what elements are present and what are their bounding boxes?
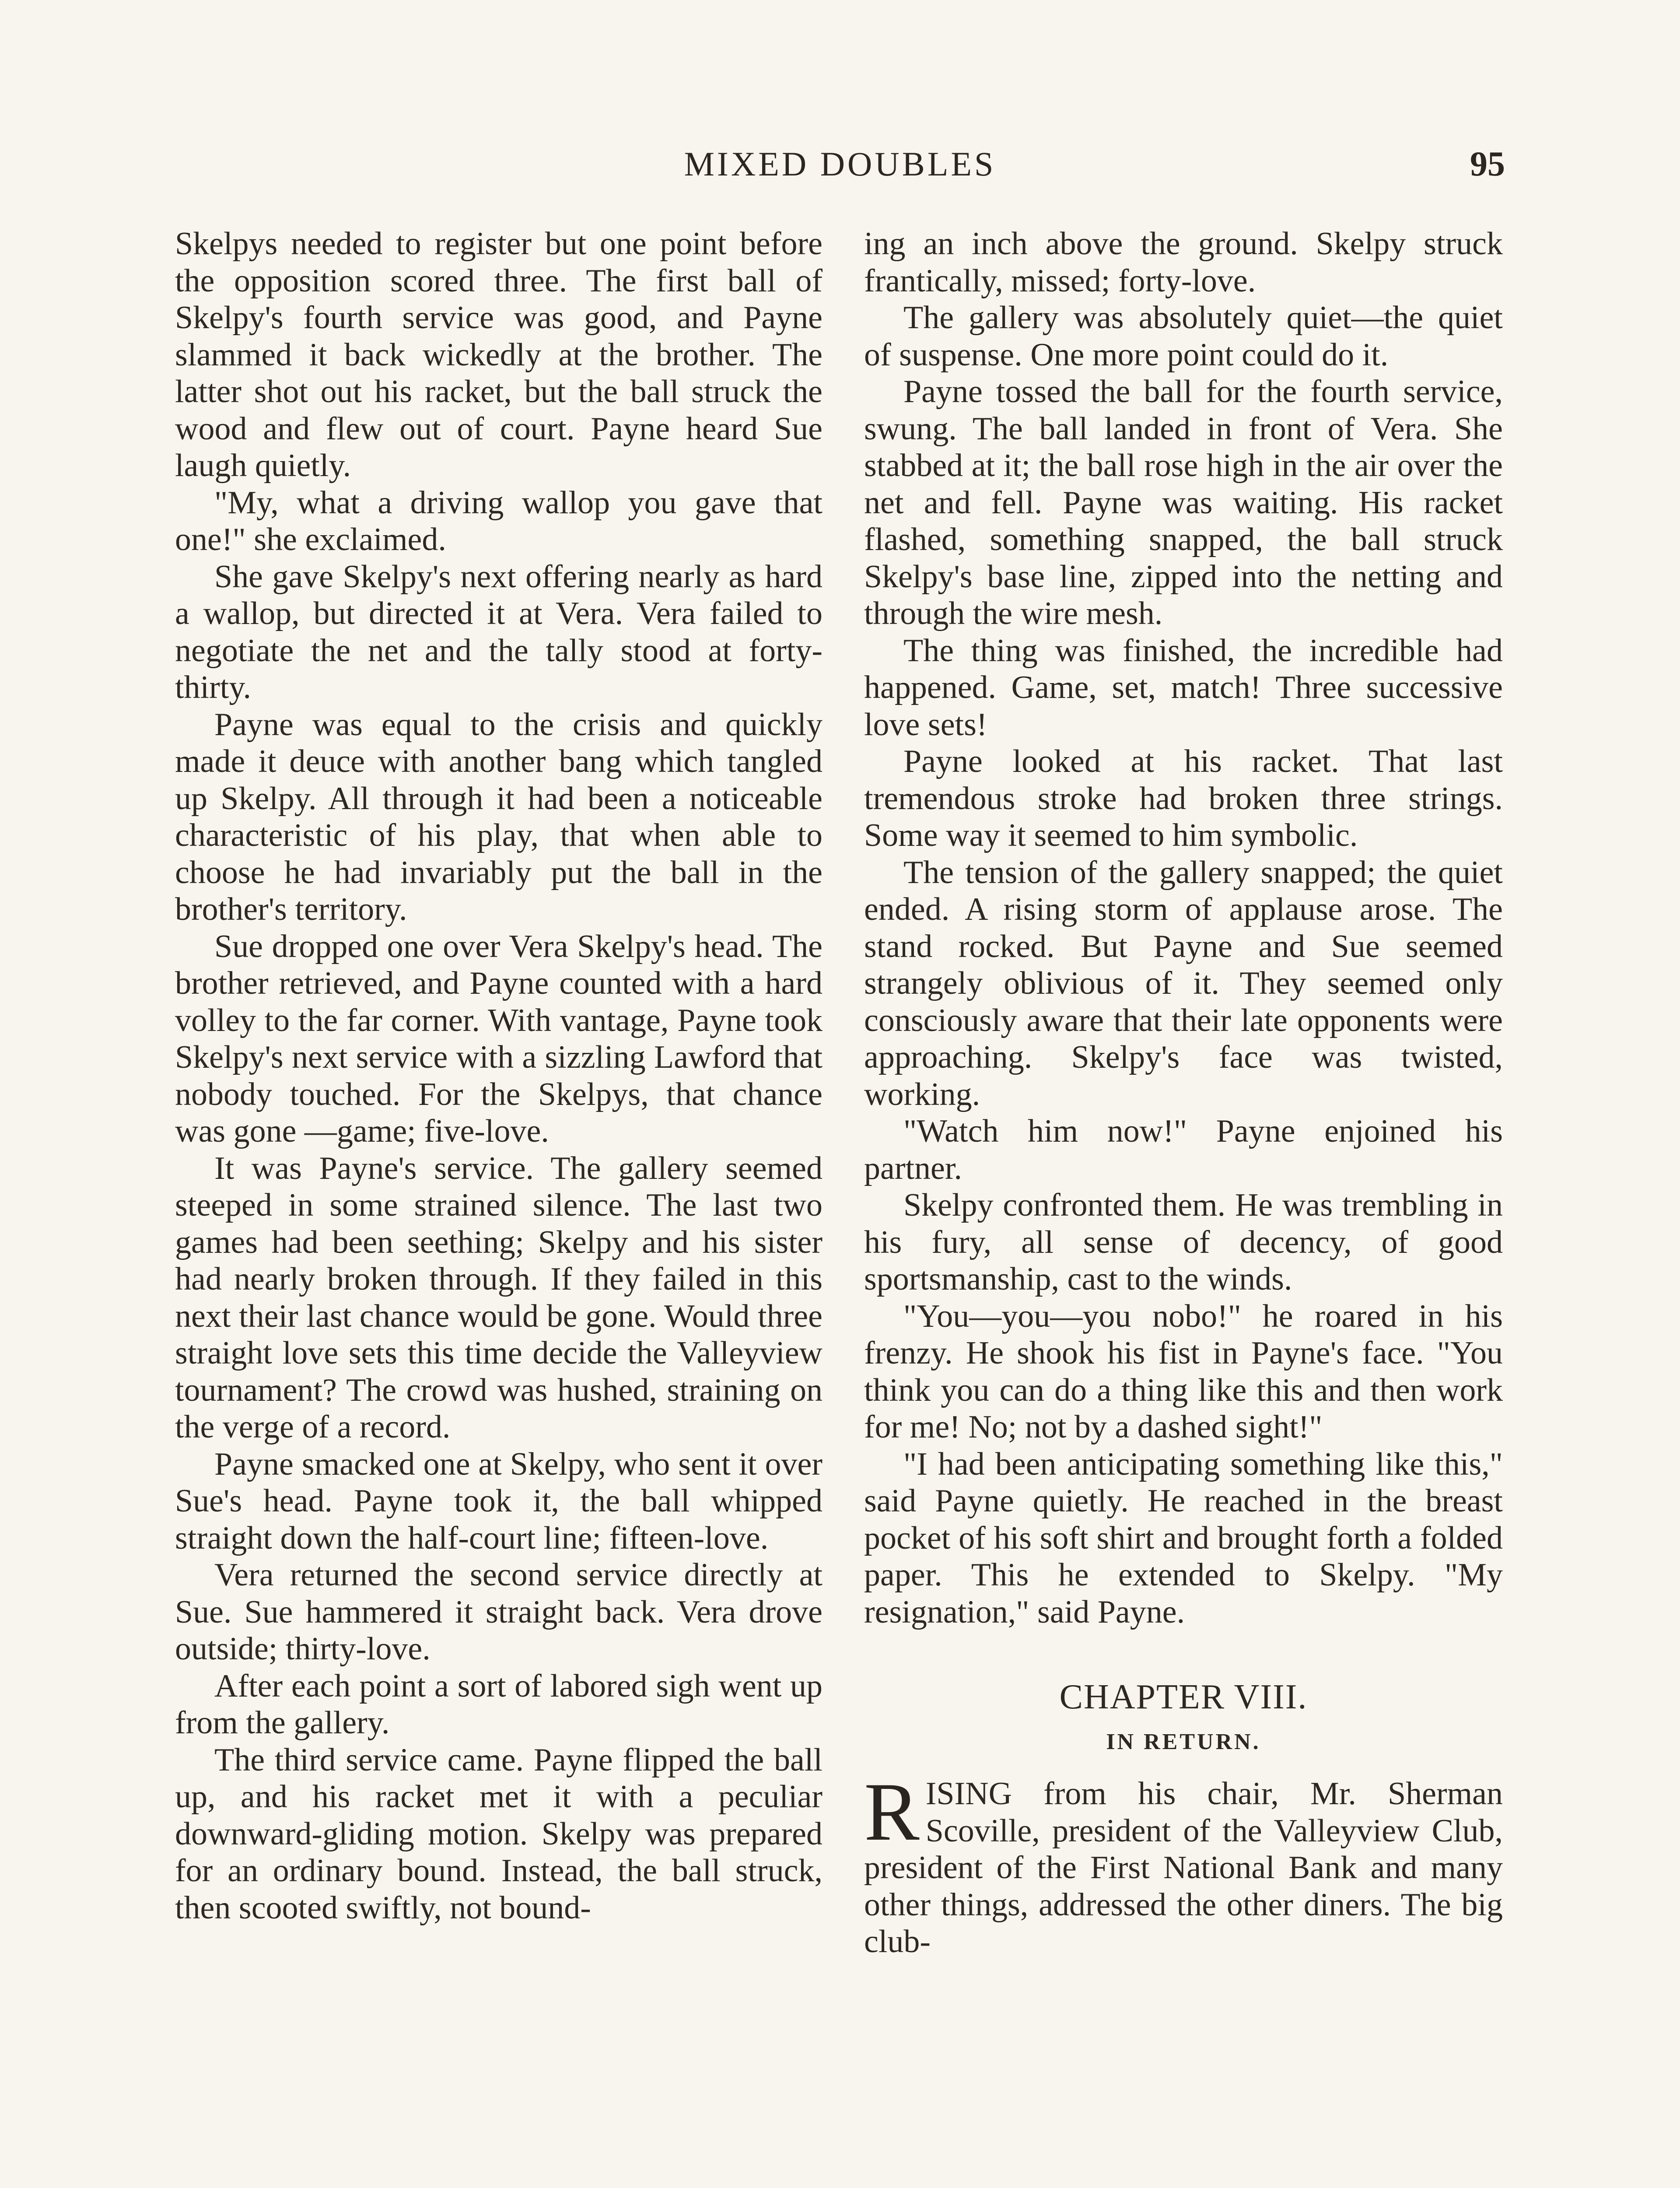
paragraph: "You—you—you nobo!" he roared in his frenzy. He shook his fist in Payne's face. "You think you can do a thing like this and then work for me! No; not by a dashed sight!": [864, 1298, 1503, 1445]
right-column: [864, 225, 1503, 1960]
paragraph: The third service came. Payne flipped the ball up, and his racket met it with a peculiar downward-gliding motion. Skelpy was prepared for an ordinary bound. Instead, the ball struck, then scooted swiftly, not bound-: [175, 1742, 822, 1926]
paragraph: "I had been anticipating something like this," said Payne quietly. He reached in the breast pocket of his soft shirt and brought forth a folded paper. This he extended to Skelpy. "My resignation," said Payne.: [864, 1446, 1503, 1630]
paragraph: Payne looked at his racket. That last tremendous stroke had broken three strings. Some way it seemed to him symbolic.: [864, 743, 1503, 853]
paragraph: It was Payne's service. The gallery seemed steeped in some strained silence. The last two games had been seething; Skelpy and his sister had nearly broken through. If they failed in this next their last chance would be gone. Would three straight love sets this time decide the Valleyview tournament? The crowd was hushed, straining on the verge of a record.: [175, 1150, 822, 1445]
left-column: [175, 225, 822, 1926]
paragraph: The tension of the gallery snapped; the quiet ended. A rising storm of applause arose. The stand rocked. But Payne and Sue seemed strangely oblivious of it. They seemed only consciously aware that their late opponents were approaching. Skelpy's face was twisted, working.: [864, 854, 1503, 1112]
chapter-title: CHAPTER VIII.: [1059, 1678, 1308, 1716]
paragraph: Payne smacked one at Skelpy, who sent it over Sue's head. Payne took it, the ball whipped straight down the half-court line; fifteen-love.: [175, 1446, 822, 1556]
chapter-opening-text: ISING from his chair, Mr. Sherman Scoville, president of the Valleyview Club, president of the First National Bank and many other things, addressed the other diners. The big club-: [864, 1776, 1503, 1960]
running-title: MIXED DOUBLES: [684, 145, 996, 183]
paragraph: Skelpy confronted them. He was trembling in his fury, all sense of decency, of good sportsmanship, cast to the winds.: [864, 1187, 1503, 1297]
page-number: 95: [1470, 145, 1505, 183]
paragraph: She gave Skelpy's next offering nearly as hard a wallop, but directed it at Vera. Vera failed to negotiate the net and the tally stood at forty-thirty.: [175, 558, 822, 705]
paragraph: The thing was finished, the incredible had happened. Game, set, match! Three successive love sets!: [864, 632, 1503, 743]
paragraph: ing an inch above the ground. Skelpy struck frantically, missed; forty-love.: [864, 226, 1503, 299]
paragraph: After each point a sort of labored sigh went up from the gallery.: [175, 1668, 822, 1741]
paragraph: Payne was equal to the crisis and quickly made it deuce with another bang which tangled up Skelpy. All through it had been a noticeable characteristic of his play, that when able to choose he had invariably put the ball in the brother's territory.: [175, 706, 822, 927]
paragraph: "My, what a driving wallop you gave that one!" she exclaimed.: [175, 484, 822, 558]
chapter-opening-paragraph: [864, 1766, 1503, 1960]
paragraph: "Watch him now!" Payne enjoined his partner.: [864, 1113, 1503, 1186]
paragraph: Vera returned the second service directly at Sue. Sue hammered it straight back. Vera drove outside; thirty-love.: [175, 1557, 822, 1667]
drop-cap: R: [864, 1766, 920, 1858]
page-header: [175, 144, 1505, 193]
paragraph: Payne tossed the ball for the fourth service, swung. The ball landed in front of Vera. She stabbed at it; the ball rose high in the air over the net and fell. Payne was waiting. His racket flashed, something snapped, the ball struck Skelpy's base line, zipped into the netting and through the wire mesh.: [864, 374, 1503, 631]
paragraph: Sue dropped one over Vera Skelpy's head. The brother retrieved, and Payne counted with a hard volley to the far corner. With vantage, Payne took Skelpy's next service with a sizzling Lawford that nobody touched. For the Skelpys, that chance was gone —game; five-love.: [175, 928, 822, 1149]
paragraph: Skelpys needed to register but one point before the opposition scored three. The first ball of Skelpy's fourth service was good, and Payne slammed it back wickedly at the brother. The latter shot out his racket, but the ball struck the wood and flew out of court. Payne heard Sue laugh quietly.: [175, 226, 822, 484]
chapter-subtitle: IN RETURN.: [1106, 1729, 1261, 1754]
paragraph: The gallery was absolutely quiet—the quiet of suspense. One more point could do it.: [864, 300, 1503, 373]
